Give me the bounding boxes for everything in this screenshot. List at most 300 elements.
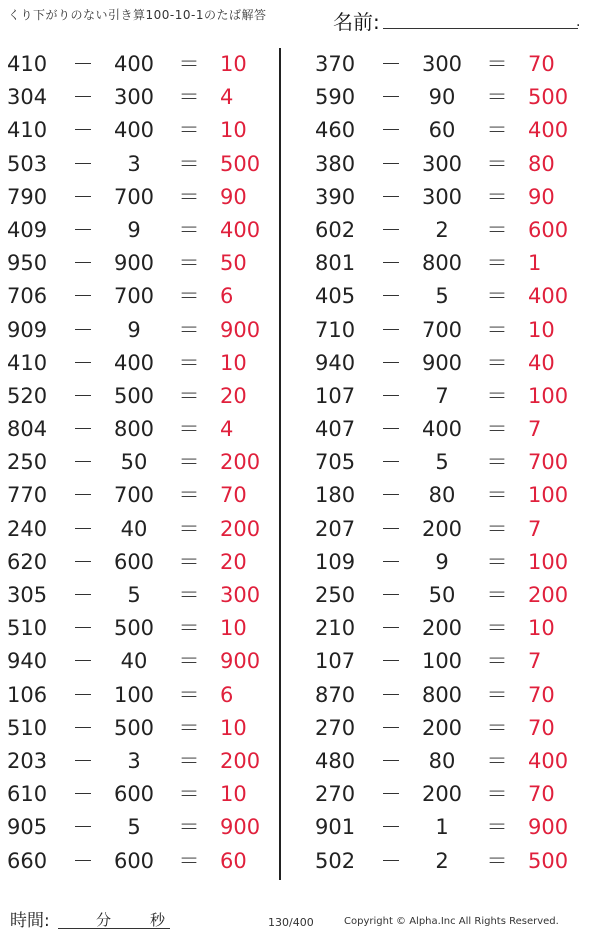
seconds-label: 秒 [150, 911, 166, 929]
problem-row [308, 413, 598, 446]
minus-sign: － [72, 782, 94, 807]
equals-sign: ＝ [486, 383, 508, 408]
subtrahend: 900 [421, 350, 463, 375]
minus-sign: － [72, 417, 94, 442]
minuend: 480 [315, 748, 356, 773]
equals-sign: ＝ [178, 682, 200, 707]
equals-sign: ＝ [178, 649, 200, 674]
equals-sign: ＝ [178, 417, 200, 442]
answer: 900 [220, 317, 261, 342]
problem-row [0, 181, 290, 214]
subtrahend: 700 [113, 483, 155, 508]
problem-row [0, 612, 290, 645]
minuend: 909 [7, 317, 48, 342]
name-input-line [383, 28, 578, 29]
problem-row [0, 280, 290, 313]
problem-row [308, 645, 598, 678]
minuend: 870 [315, 682, 356, 707]
equals-sign: ＝ [486, 516, 508, 541]
answer: 10 [220, 616, 247, 641]
subtrahend: 2 [435, 848, 449, 873]
minus-sign: － [72, 52, 94, 76]
answer: 70 [528, 715, 555, 740]
minuend: 409 [7, 217, 48, 242]
problem-row [0, 745, 290, 778]
subtrahend: 100 [113, 682, 155, 707]
minus-sign: － [380, 748, 402, 773]
minuend: 520 [7, 383, 48, 408]
subtrahend: 700 [113, 284, 155, 309]
minuend: 203 [7, 748, 48, 773]
subtrahend: 5 [435, 450, 449, 475]
minutes-label: 分 [96, 911, 112, 929]
problem-row [308, 845, 598, 878]
answer: 4 [220, 85, 234, 110]
problem-row [0, 413, 290, 446]
minus-sign: － [380, 417, 402, 442]
minus-sign: － [380, 383, 402, 408]
answer: 7 [528, 649, 542, 674]
minus-sign: － [380, 616, 402, 641]
subtrahend: 100 [421, 649, 463, 674]
minus-sign: － [380, 317, 402, 342]
minuend: 510 [7, 616, 48, 641]
minus-sign: － [380, 151, 402, 176]
answer: 40 [528, 350, 555, 375]
minus-sign: － [380, 85, 402, 110]
subtrahend: 600 [113, 848, 155, 873]
problem-row [0, 513, 290, 546]
answer: 70 [220, 483, 247, 508]
equals-sign: ＝ [486, 151, 508, 176]
equals-sign: ＝ [486, 184, 508, 209]
minus-sign: － [72, 583, 94, 607]
answer: 200 [220, 450, 261, 475]
equals-sign: ＝ [178, 748, 200, 773]
equals-sign: ＝ [178, 383, 200, 408]
minus-sign: － [72, 284, 94, 309]
answer: 10 [220, 782, 247, 807]
page-number: 130/400 [268, 916, 314, 929]
problem-row [308, 546, 598, 579]
minuend: 510 [7, 715, 48, 740]
subtrahend: 9 [127, 317, 141, 342]
answer: 10 [220, 715, 247, 740]
equals-sign: ＝ [486, 782, 508, 807]
minuend: 305 [7, 583, 48, 607]
minus-sign: － [72, 251, 94, 276]
problem-row [308, 81, 598, 114]
minus-sign: － [72, 516, 94, 541]
minuend: 660 [7, 848, 48, 873]
subtrahend: 800 [113, 417, 155, 442]
answer: 6 [220, 284, 234, 309]
minuend: 107 [315, 383, 356, 408]
subtrahend: 700 [421, 317, 463, 342]
problem-row [308, 579, 598, 612]
subtrahend: 400 [421, 417, 463, 442]
minuend: 407 [315, 417, 356, 442]
minuend: 380 [315, 151, 356, 176]
problem-row [0, 446, 290, 479]
problem-row [308, 280, 598, 313]
equals-sign: ＝ [486, 417, 508, 442]
answer: 100 [528, 549, 569, 574]
problem-row [308, 778, 598, 811]
answer: 10 [220, 52, 247, 76]
answer: 70 [528, 52, 555, 76]
subtrahend: 2 [435, 217, 449, 242]
minus-sign: － [72, 649, 94, 674]
minuend: 304 [7, 85, 48, 110]
problem-row [308, 114, 598, 147]
equals-sign: ＝ [486, 583, 508, 607]
answer: 900 [220, 649, 261, 674]
answer: 500 [528, 848, 569, 873]
problem-row [0, 546, 290, 579]
answer: 400 [528, 748, 569, 773]
problem-row [0, 811, 290, 844]
minus-sign: － [72, 815, 94, 840]
minus-sign: － [380, 450, 402, 475]
minus-sign: － [380, 118, 402, 143]
problem-row [308, 181, 598, 214]
subtrahend: 9 [435, 549, 449, 574]
answer: 1 [528, 251, 542, 276]
problem-row [0, 81, 290, 114]
answer: 200 [220, 748, 261, 773]
subtrahend: 5 [127, 583, 141, 607]
equals-sign: ＝ [178, 251, 200, 276]
minuend: 410 [7, 52, 48, 76]
minuend: 107 [315, 649, 356, 674]
equals-sign: ＝ [486, 616, 508, 641]
minus-sign: － [380, 516, 402, 541]
subtrahend: 200 [421, 616, 463, 641]
subtrahend: 200 [421, 782, 463, 807]
answer: 300 [220, 583, 261, 607]
problem-row [308, 513, 598, 546]
subtrahend: 9 [127, 217, 141, 242]
subtrahend: 400 [113, 118, 155, 143]
minus-sign: － [72, 317, 94, 342]
problem-row [0, 479, 290, 512]
minus-sign: － [72, 549, 94, 574]
answer: 7 [528, 417, 542, 442]
minuend: 710 [315, 317, 356, 342]
minuend: 901 [315, 815, 356, 840]
problem-row [308, 745, 598, 778]
minuend: 503 [7, 151, 48, 176]
minus-sign: － [380, 52, 402, 76]
minuend: 502 [315, 848, 356, 873]
minus-sign: － [380, 682, 402, 707]
equals-sign: ＝ [178, 715, 200, 740]
equals-sign: ＝ [178, 583, 200, 607]
answer: 10 [220, 350, 247, 375]
equals-sign: ＝ [178, 52, 200, 76]
answer: 500 [528, 85, 569, 110]
minus-sign: － [72, 118, 94, 143]
equals-sign: ＝ [178, 549, 200, 574]
problem-row [0, 679, 290, 712]
problem-row [0, 579, 290, 612]
time-label: 時間: [10, 911, 50, 931]
subtrahend: 5 [435, 284, 449, 309]
equals-sign: ＝ [486, 682, 508, 707]
minus-sign: － [380, 217, 402, 242]
answer: 90 [528, 184, 555, 209]
minus-sign: － [380, 251, 402, 276]
equals-sign: ＝ [486, 317, 508, 342]
problem-row [0, 845, 290, 878]
equals-sign: ＝ [178, 782, 200, 807]
minuend: 405 [315, 284, 356, 309]
minus-sign: － [380, 284, 402, 309]
minuend: 705 [315, 450, 356, 475]
subtrahend: 500 [113, 616, 155, 641]
answer: 100 [528, 483, 569, 508]
minus-sign: － [380, 715, 402, 740]
minuend: 370 [315, 52, 356, 76]
minuend: 460 [315, 118, 356, 143]
problem-row [308, 712, 598, 745]
minuend: 801 [315, 251, 356, 276]
minuend: 250 [315, 583, 356, 607]
minuend: 240 [7, 516, 48, 541]
equals-sign: ＝ [486, 251, 508, 276]
minus-sign: － [72, 85, 94, 110]
problem-row [0, 347, 290, 380]
problem-row [308, 247, 598, 280]
answer: 70 [528, 782, 555, 807]
subtrahend: 7 [435, 383, 449, 408]
subtrahend: 400 [113, 350, 155, 375]
subtrahend: 1 [435, 815, 449, 840]
problem-row [0, 645, 290, 678]
minuend: 940 [7, 649, 48, 674]
problem-row [0, 48, 290, 81]
subtrahend: 50 [428, 583, 456, 607]
answer: 900 [528, 815, 569, 840]
equals-sign: ＝ [178, 151, 200, 176]
equals-sign: ＝ [178, 284, 200, 309]
equals-sign: ＝ [486, 848, 508, 873]
answer: 60 [220, 848, 247, 873]
problem-row [0, 380, 290, 413]
minus-sign: － [380, 549, 402, 574]
answer: 20 [220, 383, 247, 408]
subtrahend: 90 [428, 85, 456, 110]
answer: 10 [220, 118, 247, 143]
name-label: 名前: [333, 10, 380, 34]
problem-row [0, 214, 290, 247]
column-divider [279, 48, 281, 880]
answer: 80 [528, 151, 555, 176]
subtrahend: 500 [113, 383, 155, 408]
worksheet-title: くり下がりのない引き算100-10-1のたば解答 [8, 8, 267, 22]
answer: 200 [528, 583, 569, 607]
subtrahend: 600 [113, 549, 155, 574]
equals-sign: ＝ [486, 350, 508, 375]
minuend: 270 [315, 715, 356, 740]
equals-sign: ＝ [486, 649, 508, 674]
minus-sign: － [72, 450, 94, 475]
minus-sign: － [380, 782, 402, 807]
problem-row [308, 314, 598, 347]
subtrahend: 40 [120, 516, 148, 541]
minuend: 590 [315, 85, 356, 110]
problem-column-left [0, 48, 290, 878]
answer: 200 [220, 516, 261, 541]
problem-row [308, 148, 598, 181]
subtrahend: 600 [113, 782, 155, 807]
answer: 600 [528, 217, 569, 242]
equals-sign: ＝ [486, 748, 508, 773]
subtrahend: 300 [421, 52, 463, 76]
problem-column-right [308, 48, 598, 878]
minus-sign: － [72, 848, 94, 873]
name-end-mark: . [576, 14, 581, 30]
equals-sign: ＝ [486, 217, 508, 242]
subtrahend: 5 [127, 815, 141, 840]
subtrahend: 800 [421, 251, 463, 276]
subtrahend: 700 [113, 184, 155, 209]
answer: 10 [528, 616, 555, 641]
answer: 20 [220, 549, 247, 574]
answer: 500 [220, 151, 261, 176]
minus-sign: － [72, 616, 94, 641]
equals-sign: ＝ [178, 317, 200, 342]
subtrahend: 200 [421, 715, 463, 740]
minus-sign: － [380, 848, 402, 873]
problem-row [0, 712, 290, 745]
subtrahend: 800 [421, 682, 463, 707]
minus-sign: － [380, 350, 402, 375]
subtrahend: 500 [113, 715, 155, 740]
minuend: 210 [315, 616, 356, 641]
problem-row [308, 811, 598, 844]
minus-sign: － [72, 151, 94, 176]
minuend: 270 [315, 782, 356, 807]
equals-sign: ＝ [486, 549, 508, 574]
answer: 7 [528, 516, 542, 541]
minus-sign: － [72, 715, 94, 740]
subtrahend: 300 [113, 85, 155, 110]
answer: 900 [220, 815, 261, 840]
subtrahend: 80 [428, 748, 456, 773]
subtrahend: 40 [120, 649, 148, 674]
minus-sign: － [380, 583, 402, 607]
equals-sign: ＝ [486, 715, 508, 740]
problem-row [0, 314, 290, 347]
minuend: 790 [7, 184, 48, 209]
problem-row [308, 446, 598, 479]
minuend: 180 [315, 483, 356, 508]
minus-sign: － [380, 649, 402, 674]
minuend: 905 [7, 815, 48, 840]
equals-sign: ＝ [486, 450, 508, 475]
minus-sign: － [380, 815, 402, 840]
minuend: 950 [7, 251, 48, 276]
equals-sign: ＝ [178, 848, 200, 873]
minuend: 602 [315, 217, 356, 242]
minuend: 410 [7, 350, 48, 375]
problem-row [308, 214, 598, 247]
minus-sign: － [72, 217, 94, 242]
answer: 10 [528, 317, 555, 342]
minus-sign: － [72, 383, 94, 408]
minuend: 940 [315, 350, 356, 375]
minus-sign: － [72, 483, 94, 508]
problem-row [0, 247, 290, 280]
equals-sign: ＝ [178, 483, 200, 508]
subtrahend: 900 [113, 251, 155, 276]
minus-sign: － [72, 748, 94, 773]
minuend: 610 [7, 782, 48, 807]
minuend: 109 [315, 549, 356, 574]
equals-sign: ＝ [486, 52, 508, 76]
equals-sign: ＝ [486, 815, 508, 840]
minuend: 620 [7, 549, 48, 574]
equals-sign: ＝ [178, 616, 200, 641]
minus-sign: － [72, 184, 94, 209]
minuend: 250 [7, 450, 48, 475]
subtrahend: 3 [127, 748, 141, 773]
equals-sign: ＝ [486, 483, 508, 508]
equals-sign: ＝ [486, 118, 508, 143]
equals-sign: ＝ [178, 450, 200, 475]
problem-row [308, 479, 598, 512]
equals-sign: ＝ [178, 85, 200, 110]
problem-row [308, 48, 598, 81]
minuend: 804 [7, 417, 48, 442]
subtrahend: 300 [421, 184, 463, 209]
equals-sign: ＝ [486, 284, 508, 309]
subtrahend: 400 [113, 52, 155, 76]
answer: 4 [220, 417, 234, 442]
minus-sign: － [380, 184, 402, 209]
problem-row [0, 778, 290, 811]
answer: 90 [220, 184, 247, 209]
copyright-notice: Copyright © Alpha.Inc All Rights Reserved. [344, 916, 559, 927]
minus-sign: － [72, 682, 94, 707]
equals-sign: ＝ [178, 350, 200, 375]
minuend: 390 [315, 184, 356, 209]
minus-sign: － [380, 483, 402, 508]
minuend: 706 [7, 284, 48, 309]
equals-sign: ＝ [178, 184, 200, 209]
subtrahend: 60 [428, 118, 456, 143]
answer: 70 [528, 682, 555, 707]
minuend: 106 [7, 682, 48, 707]
subtrahend: 3 [127, 151, 141, 176]
problem-row [308, 347, 598, 380]
equals-sign: ＝ [178, 217, 200, 242]
answer: 6 [220, 682, 234, 707]
minuend: 207 [315, 516, 356, 541]
answer: 700 [528, 450, 569, 475]
equals-sign: ＝ [486, 85, 508, 110]
subtrahend: 200 [421, 516, 463, 541]
minus-sign: － [72, 350, 94, 375]
answer: 400 [528, 118, 569, 143]
equals-sign: ＝ [178, 815, 200, 840]
answer: 400 [220, 217, 261, 242]
problem-row [308, 679, 598, 712]
problem-row [308, 612, 598, 645]
problem-row [0, 114, 290, 147]
